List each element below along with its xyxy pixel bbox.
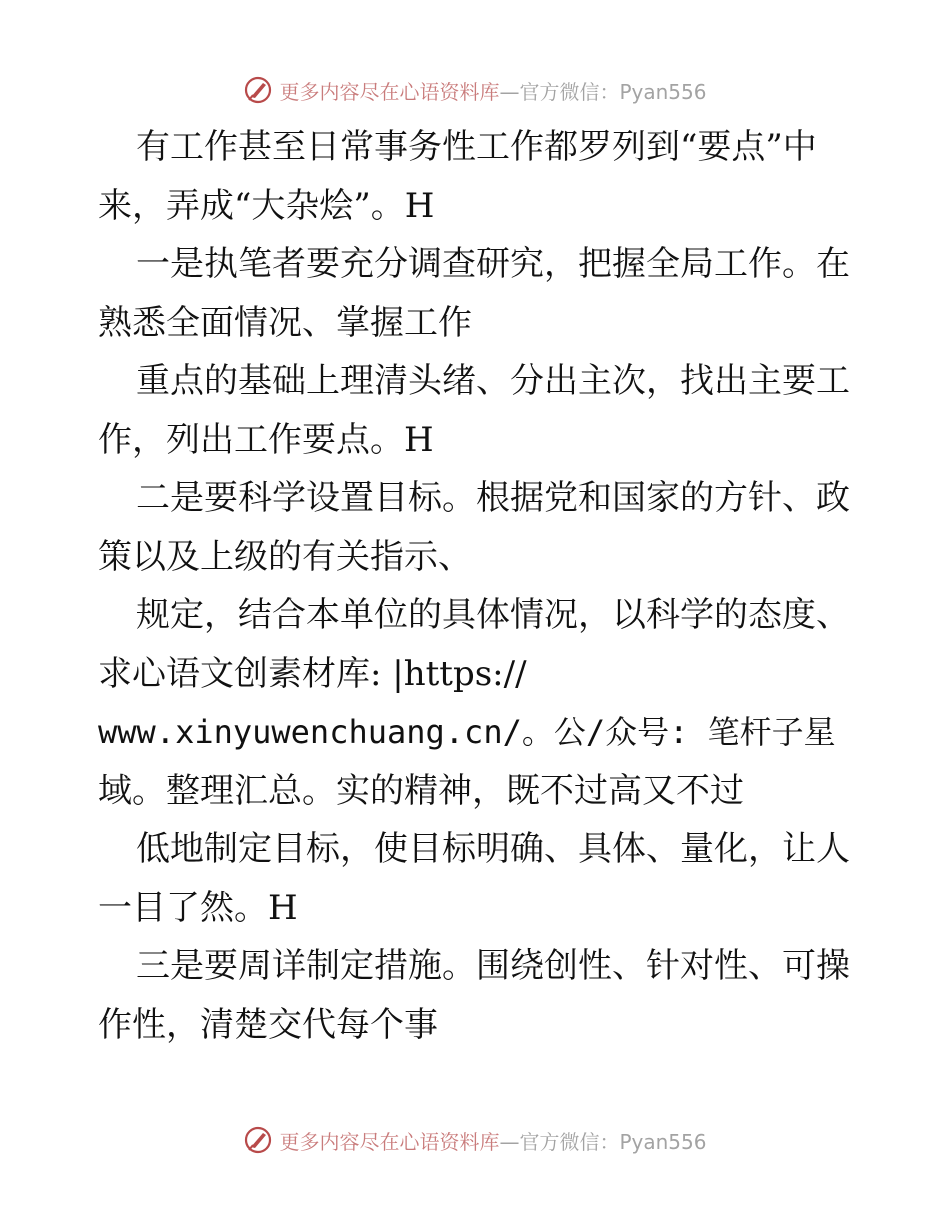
body-line: 策以及上级的有关指示、 [98, 536, 472, 577]
header-banner-tail: —官方微信：Pyan556 [499, 79, 707, 104]
body-line: 熟悉全面情况、掌握工作 [98, 302, 472, 343]
body-line: 求心语文创素材库: |https:// [98, 653, 527, 694]
quill-logo-icon [243, 1125, 273, 1155]
body-line-url: www.xinyuwenchuang.cn/。公/众号: 笔杆子星 [98, 713, 836, 751]
body-line: 作性，清楚交代每个事 [98, 1004, 438, 1045]
body-line: 域。整理汇总。实的精神，既不过高又不过 [98, 770, 744, 811]
body-line: 重点的基础上理清头绪、分出主次，找出主要工 [136, 361, 850, 401]
body-line: 有工作甚至日常事务性工作都罗列到“要点”中 [136, 127, 817, 167]
header-banner [0, 70, 950, 110]
body-line: 低地制定目标，使目标明确、具体、量化，让人 [136, 829, 850, 869]
footer-banner-main: 更多内容尽在心语资料库 [279, 1129, 500, 1154]
body-line: 一目了然。H [98, 887, 298, 928]
body-line: 规定，结合本单位的具体情况，以科学的态度、 [136, 595, 850, 635]
header-banner-text [279, 76, 706, 105]
document-body [98, 118, 858, 1054]
body-line: 三是要周详制定措施。围绕创性、针对性、可操 [136, 946, 850, 986]
body-line: 作，列出工作要点。H [98, 419, 434, 460]
header-banner-main: 更多内容尽在心语资料库 [279, 79, 500, 104]
body-line: 一是执笔者要充分调查研究，把握全局工作。在 [136, 244, 850, 284]
quill-logo-icon [243, 75, 273, 105]
footer-banner-tail: —官方微信：Pyan556 [499, 1129, 707, 1154]
body-line: 来，弄成“大杂烩”。H [98, 185, 435, 226]
body-line: 二是要科学设置目标。根据党和国家的方针、政 [136, 478, 850, 518]
footer-banner [0, 1120, 950, 1160]
footer-banner-text [279, 1126, 706, 1155]
